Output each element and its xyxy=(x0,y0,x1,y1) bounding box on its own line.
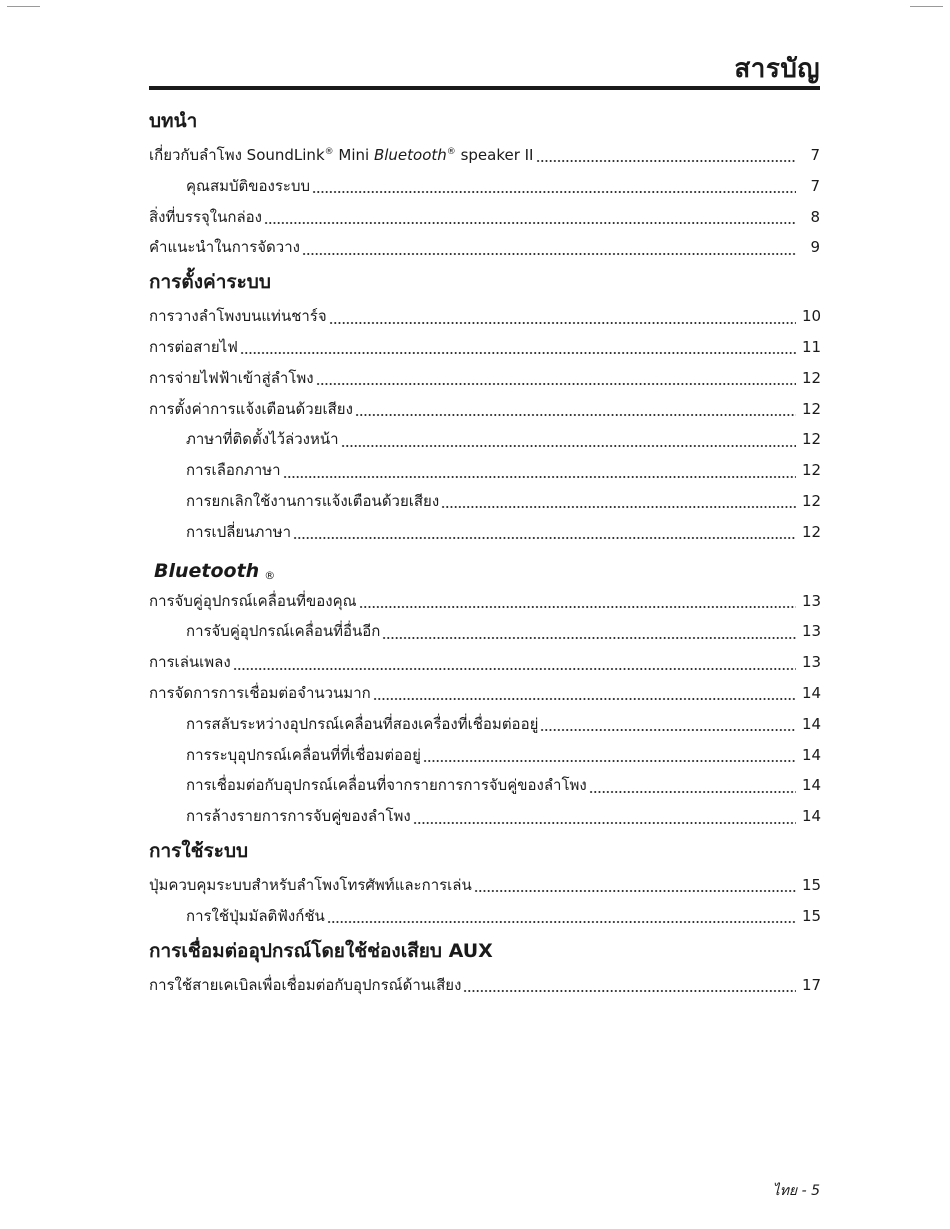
toc-entry-page: 7 xyxy=(810,146,820,164)
dot-leader xyxy=(355,413,796,417)
toc-entry-label: การเชื่อมต่อกับอุปกรณ์เคลื่อนที่จากรายการการจับคู่ของลำโพง xyxy=(186,776,587,795)
toc-entry-label: การเปลี่ยนภาษา xyxy=(186,522,292,541)
toc-entry[interactable] xyxy=(149,770,820,801)
toc-entry-label: การเลือกภาษา xyxy=(186,461,281,480)
toc-entry-page: 14 xyxy=(802,714,822,733)
toc-entry-page: 12 xyxy=(802,430,822,449)
toc-entry-page: 7 xyxy=(810,176,820,195)
dot-leader xyxy=(264,221,796,225)
toc-entry-page: 12 xyxy=(802,461,822,480)
dot-leader xyxy=(341,444,796,448)
dot-leader xyxy=(293,536,796,540)
toc-entry[interactable] xyxy=(149,678,820,709)
toc-entry[interactable] xyxy=(149,517,820,548)
toc-entry-page: 13 xyxy=(802,653,822,672)
toc-entry-page: 12 xyxy=(802,491,822,510)
toc-entry-page: 15 xyxy=(802,906,822,925)
toc-entry[interactable] xyxy=(149,202,820,233)
toc-entry-page: 14 xyxy=(802,745,822,764)
dot-leader xyxy=(536,159,797,163)
toc-entry-label: การจ่ายไฟฟ้าเข้าสู่ลำโพง xyxy=(149,368,314,387)
toc-entry-page: 15 xyxy=(802,875,822,894)
dot-leader xyxy=(233,667,796,671)
toc-entry[interactable] xyxy=(149,332,820,363)
dot-leader xyxy=(283,475,796,479)
dot-leader xyxy=(327,920,796,924)
toc-entry[interactable] xyxy=(149,394,820,425)
dot-leader xyxy=(302,252,796,256)
toc-entry[interactable] xyxy=(149,901,820,932)
toc-entry[interactable] xyxy=(149,301,820,332)
section-heading-usage: การใช้ระบบ xyxy=(149,839,249,862)
toc-entry-page: 14 xyxy=(802,683,822,702)
dot-leader xyxy=(589,790,796,794)
dot-leader xyxy=(359,605,796,609)
toc-entry-page: 13 xyxy=(802,622,822,641)
toc-entry[interactable] xyxy=(149,486,820,517)
toc-entry-label: การเล่นเพลง xyxy=(149,653,231,672)
dot-leader xyxy=(329,321,796,325)
dot-leader xyxy=(373,697,796,701)
dot-leader xyxy=(474,889,796,893)
section-heading-bluetooth: Bluetooth ® xyxy=(154,559,276,582)
toc-entry[interactable] xyxy=(149,171,820,202)
crop-mark-left xyxy=(7,6,40,7)
toc-entry-label: การจัดการการเชื่อมต่อจำนวนมาก xyxy=(149,683,371,702)
toc-entry[interactable] xyxy=(149,647,820,678)
toc-entry[interactable] xyxy=(149,870,820,901)
dot-leader xyxy=(423,759,796,763)
toc-entry-page: 17 xyxy=(802,975,822,994)
toc-entry-label: การจับคู่อุปกรณ์เคลื่อนที่ของคุณ xyxy=(149,591,357,610)
toc-entry-page: 8 xyxy=(810,207,820,226)
toc-entry-label: การใช้ปุ่มมัลติฟังก์ชัน xyxy=(186,906,325,925)
section-heading-setup: การตั้งค่าระบบ xyxy=(149,271,271,294)
title-rule xyxy=(149,86,820,90)
dot-leader xyxy=(441,505,796,509)
toc-entry-label: การใช้สายเคเบิลเพื่อเชื่อมต่อกับอุปกรณ์ด้านเสียง xyxy=(149,975,462,994)
toc-entry[interactable] xyxy=(149,740,820,771)
toc-entry[interactable] xyxy=(149,455,820,486)
toc-entry-label: การวางลำโพงบนแท่นชาร์จ xyxy=(149,307,327,326)
toc-entry-label: คำแนะนำในการจัดวาง xyxy=(149,238,300,257)
section-heading-aux: การเชื่อมต่ออุปกรณ์โดยใช้ช่องเสียบ AUX xyxy=(149,939,493,962)
dot-leader xyxy=(312,190,796,194)
dot-leader xyxy=(240,351,796,355)
dot-leader xyxy=(382,636,796,640)
toc-entry-page: 14 xyxy=(802,776,822,795)
page-footer: ไทย - 5 xyxy=(772,1183,820,1199)
toc-entry-page: 12 xyxy=(802,368,822,387)
toc-entry[interactable] xyxy=(149,232,820,263)
toc-entry[interactable] xyxy=(149,363,820,394)
toc-entry-label: ภาษาที่ติดตั้งไว้ล่วงหน้า xyxy=(186,430,339,449)
toc-entry-label: การตั้งค่าการแจ้งเตือนด้วยเสียง xyxy=(149,399,353,418)
toc-entry-page: 14 xyxy=(802,807,822,826)
toc-entry-label: ปุ่มควบคุมระบบสำหรับลำโพงโทรศัพท์และการเล่น xyxy=(149,875,472,894)
toc-entry-page: 12 xyxy=(802,522,822,541)
toc-entry[interactable] xyxy=(149,709,820,740)
toc-entry-label: คุณสมบัติของระบบ xyxy=(186,176,310,195)
toc-entry[interactable] xyxy=(149,586,820,617)
toc-entry[interactable] xyxy=(149,424,820,455)
toc-entry[interactable] xyxy=(149,616,820,647)
dot-leader xyxy=(463,989,796,993)
toc-entry-label: เกี่ยวกับลำโพง SoundLink® Mini Bluetooth® speaker II xyxy=(149,146,534,164)
toc-entry-page: 12 xyxy=(802,399,822,418)
dot-leader xyxy=(316,382,796,386)
page-title: สารบัญ xyxy=(734,54,820,84)
table-of-contents xyxy=(149,108,820,1000)
toc-entry-label: การระบุอุปกรณ์เคลื่อนที่ที่เชื่อมต่ออยู่ xyxy=(186,745,421,764)
toc-entry-label: การสลับระหว่างอุปกรณ์เคลื่อนที่สองเครื่องที่เชื่อมต่ออยู่ xyxy=(186,714,539,733)
toc-entry-page: 9 xyxy=(810,238,820,257)
toc-entry-page: 11 xyxy=(802,337,822,356)
toc-entry-label: การต่อสายไฟ xyxy=(149,337,238,356)
toc-entry-page: 13 xyxy=(802,591,822,610)
toc-entry-label: การจับคู่อุปกรณ์เคลื่อนที่อื่นอีก xyxy=(186,622,381,641)
toc-entry[interactable] xyxy=(149,970,820,1001)
crop-mark-right xyxy=(910,6,943,7)
toc-entry[interactable] xyxy=(149,801,820,832)
toc-entry-page: 10 xyxy=(802,307,822,326)
toc-entry-label: การยกเลิกใช้งานการแจ้งเตือนด้วยเสียง xyxy=(186,491,440,510)
section-heading-intro: บทนำ xyxy=(149,110,198,132)
toc-entry-about-speaker[interactable] xyxy=(149,140,820,171)
dot-leader xyxy=(540,728,796,732)
toc-entry-label: การล้างรายการการจับคู่ของลำโพง xyxy=(186,807,411,826)
dot-leader xyxy=(413,821,796,825)
toc-entry-label: สิ่งที่บรรจุในกล่อง xyxy=(149,207,262,226)
